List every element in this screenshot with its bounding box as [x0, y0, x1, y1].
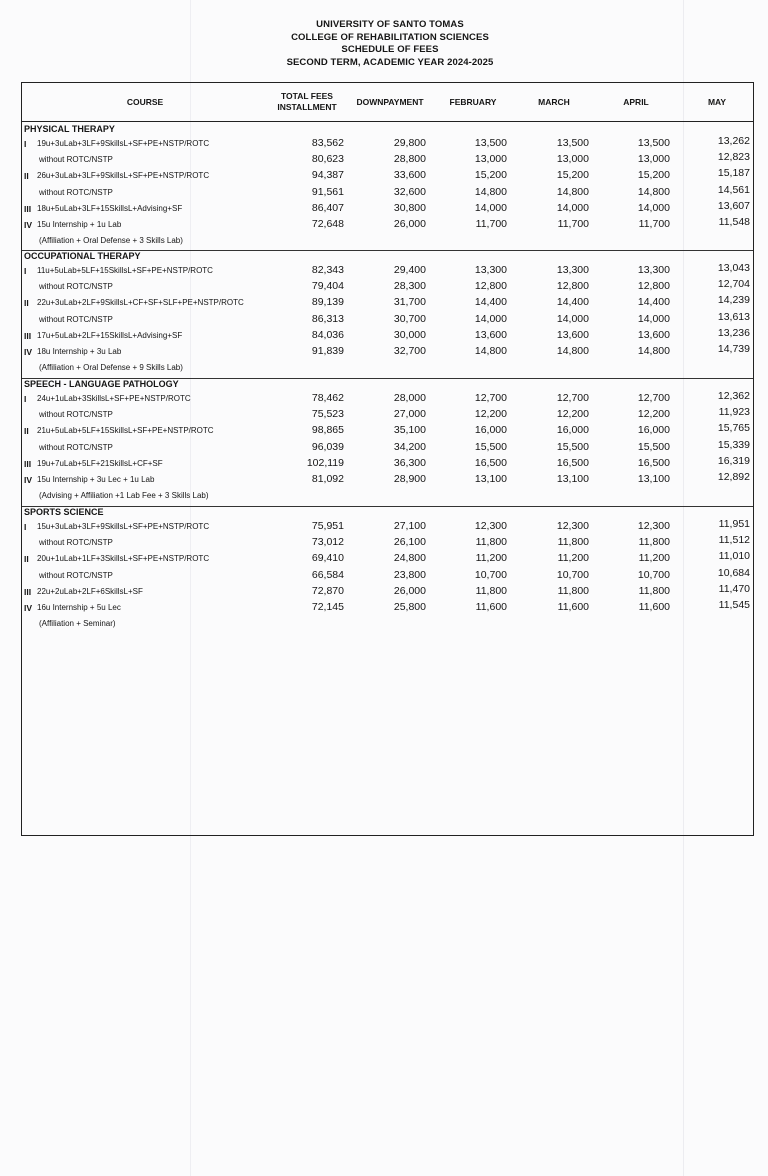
downpayment-value: 25,800 — [393, 601, 426, 613]
may-value: 11,470 — [718, 582, 750, 595]
course-description: 21u+5uLab+5LF+15SkillsL+SF+PE+NSTP/ROTC — [37, 426, 214, 436]
term-label: SECOND TERM, ACADEMIC YEAR 2024-2025 — [286, 56, 494, 68]
total-fees-value: 86,313 — [311, 312, 344, 325]
fee-row — [22, 568, 753, 584]
april-value: 13,100 — [637, 473, 670, 485]
february-value: 12,300 — [474, 520, 507, 532]
april-value: 11,600 — [638, 601, 670, 613]
february-value: 15,500 — [474, 440, 507, 453]
february-value: 14,000 — [474, 201, 507, 214]
march-value: 13,500 — [556, 137, 589, 149]
april-value: 14,000 — [637, 312, 670, 325]
april-value: 16,000 — [637, 424, 670, 437]
fee-row — [22, 217, 753, 233]
year-level: II — [24, 171, 29, 182]
april-value: 14,800 — [637, 345, 670, 357]
may-value: 14,739 — [717, 343, 750, 355]
section-divider — [22, 506, 753, 507]
course-description: without ROTC/NSTP — [39, 187, 113, 197]
march-value: 14,000 — [556, 312, 589, 325]
march-value: 12,200 — [556, 408, 589, 421]
downpayment-value: 26,000 — [393, 218, 426, 230]
march-value: 12,300 — [556, 520, 589, 532]
february-value: 11,700 — [475, 218, 507, 230]
february-value: 11,200 — [475, 552, 507, 565]
may-value: 13,043 — [717, 262, 750, 274]
total-fees-value: 83,562 — [311, 137, 344, 149]
march-value: 12,800 — [556, 280, 589, 293]
march-value: 15,500 — [556, 440, 589, 453]
downpayment-value: 34,200 — [393, 440, 426, 453]
may-value: 13,236 — [717, 326, 750, 339]
col-header-march: MARCH — [538, 96, 570, 107]
college-name: COLLEGE OF REHABILITATION SCIENCES — [291, 31, 489, 43]
course-description: without ROTC/NSTP — [39, 282, 113, 292]
total-fees-value: 86,407 — [311, 201, 344, 214]
fee-row — [22, 295, 753, 311]
fee-row — [22, 233, 753, 249]
march-value: 11,700 — [557, 218, 589, 230]
may-value: 11,010 — [718, 550, 750, 563]
year-level: I — [24, 394, 27, 404]
march-value: 13,000 — [556, 153, 589, 166]
section-title: OCCUPATIONAL THERAPY — [24, 251, 141, 261]
downpayment-value: 28,900 — [393, 473, 426, 485]
may-value: 12,892 — [717, 471, 750, 483]
february-value: 12,800 — [474, 280, 507, 293]
course-description: 18u+5uLab+3LF+15SkillsL+Advising+SF — [37, 203, 183, 213]
february-value: 11,600 — [475, 601, 507, 613]
downpayment-value: 28,000 — [393, 392, 426, 404]
course-description: 15u+3uLab+3LF+9SkillsL+SF+PE+NSTP/ROTC — [37, 522, 210, 531]
fee-row — [22, 407, 753, 423]
course-description: 26u+3uLab+3LF+9SkillsL+SF+PE+NSTP/ROTC — [37, 171, 210, 181]
total-fees-value: 78,462 — [311, 392, 344, 404]
downpayment-value: 26,000 — [393, 584, 426, 597]
april-value: 12,700 — [637, 392, 670, 404]
total-fees-value: 81,092 — [311, 473, 344, 485]
downpayment-value: 28,800 — [393, 153, 426, 166]
total-fees-value: 102,119 — [306, 456, 344, 469]
february-value: 14,000 — [474, 312, 507, 325]
march-value: 13,600 — [556, 328, 589, 341]
downpayment-value: 29,800 — [393, 137, 426, 149]
fee-row — [22, 328, 753, 344]
march-value: 13,300 — [556, 264, 589, 276]
col-header-total-line2: INSTALLMENT — [277, 102, 337, 112]
february-value: 16,500 — [474, 456, 507, 469]
course-description: 19u+3uLab+3LF+9SkillsL+SF+PE+NSTP/ROTC — [37, 139, 210, 148]
course-description: 20u+1uLab+1LF+3SkillsL+SF+PE+NSTP/ROTC — [37, 554, 210, 564]
total-fees-value: 73,012 — [311, 536, 344, 549]
section-title: SPORTS SCIENCE — [24, 507, 104, 517]
col-header-total-fees — [268, 83, 346, 121]
april-value: 13,000 — [637, 153, 670, 166]
downpayment-value: 32,600 — [393, 185, 426, 198]
total-fees-value: 69,410 — [311, 552, 344, 565]
march-value: 11,800 — [557, 536, 589, 549]
year-level: IV — [24, 603, 33, 613]
total-fees-value: 96,039 — [311, 440, 344, 453]
downpayment-value: 29,400 — [393, 264, 426, 276]
year-level: III — [24, 586, 32, 597]
february-value: 13,500 — [474, 137, 507, 149]
course-description: 11u+5uLab+5LF+15SkillsL+SF+PE+NSTP/ROTC — [37, 266, 213, 275]
document-title: SCHEDULE OF FEES — [341, 44, 439, 55]
february-value: 15,200 — [474, 169, 507, 182]
april-value: 13,500 — [637, 137, 670, 149]
february-value: 12,200 — [474, 408, 507, 421]
downpayment-value: 32,700 — [393, 345, 426, 357]
march-value: 14,800 — [556, 345, 589, 357]
april-value: 14,800 — [637, 185, 670, 198]
course-description: 15u Internship + 3u Lec + 1u Lab — [37, 475, 155, 484]
fee-row — [22, 263, 753, 279]
course-description: without ROTC/NSTP — [39, 155, 113, 165]
april-value: 13,600 — [637, 328, 670, 341]
total-fees-value: 98,865 — [311, 424, 344, 437]
may-value: 12,823 — [717, 151, 750, 164]
may-value: 14,239 — [717, 294, 750, 307]
year-level: II — [24, 298, 29, 309]
march-value: 13,100 — [556, 473, 589, 485]
fee-row — [22, 391, 753, 407]
may-value: 11,548 — [718, 216, 750, 228]
fee-row — [22, 168, 753, 184]
april-value: 10,700 — [637, 568, 670, 581]
april-value: 12,800 — [637, 280, 670, 293]
february-value: 16,000 — [474, 424, 507, 437]
course-description: 17u+5uLab+2LF+15SkillsL+Advising+SF — [37, 330, 183, 340]
may-value: 13,262 — [717, 135, 750, 147]
april-value: 11,700 — [638, 218, 670, 230]
fee-row — [22, 456, 753, 472]
total-fees-value: 72,648 — [311, 218, 344, 230]
course-description: (Affiliation + Seminar) — [39, 619, 116, 629]
april-value: 11,800 — [638, 584, 670, 597]
year-level: III — [24, 330, 32, 341]
col-header-total-line1: TOTAL FEES — [281, 91, 333, 101]
header-divider — [22, 121, 753, 122]
fee-row — [22, 423, 753, 439]
april-value: 12,200 — [637, 408, 670, 421]
march-value: 10,700 — [556, 568, 589, 581]
course-description: 22u+2uLab+2LF+6SkillsL+SF — [37, 586, 143, 596]
february-value: 12,700 — [474, 392, 507, 404]
col-header-course: COURSE — [126, 96, 164, 107]
february-value: 11,800 — [475, 584, 507, 597]
downpayment-value: 30,800 — [393, 201, 426, 214]
fee-row — [22, 584, 753, 600]
fee-row — [22, 136, 753, 152]
may-value: 11,923 — [718, 406, 750, 419]
course-description: 24u+1uLab+3SkillsL+SF+PE+NSTP/ROTC — [37, 394, 191, 403]
february-value: 13,100 — [474, 473, 507, 485]
may-value: 12,704 — [717, 278, 750, 291]
april-value: 11,200 — [638, 552, 670, 565]
fee-row — [22, 616, 753, 632]
downpayment-value: 28,300 — [393, 280, 426, 293]
total-fees-value: 94,387 — [311, 169, 344, 182]
year-level: I — [24, 139, 27, 149]
february-value: 13,000 — [474, 153, 507, 166]
year-level: IV — [24, 347, 33, 357]
april-value: 16,500 — [637, 456, 670, 469]
march-value: 16,500 — [556, 456, 589, 469]
april-value: 15,200 — [637, 169, 670, 182]
course-description: without ROTC/NSTP — [39, 314, 113, 324]
course-description: without ROTC/NSTP — [39, 538, 113, 548]
course-description: (Affiliation + Oral Defense + 3 Skills Lab) — [39, 236, 183, 246]
march-value: 11,600 — [557, 601, 589, 613]
fee-row — [22, 472, 753, 488]
may-value: 14,561 — [717, 183, 750, 196]
total-fees-value: 75,951 — [311, 520, 344, 532]
downpayment-value: 23,800 — [393, 568, 426, 581]
march-value: 11,800 — [557, 584, 589, 597]
total-fees-value: 80,623 — [311, 153, 344, 166]
may-value: 11,545 — [718, 599, 750, 611]
course-description: without ROTC/NSTP — [39, 570, 113, 580]
fees-table — [21, 82, 754, 836]
downpayment-value: 27,100 — [393, 520, 426, 532]
may-value: 13,613 — [717, 310, 750, 323]
section-title: SPEECH - LANGUAGE PATHOLOGY — [24, 379, 179, 389]
fee-row — [22, 519, 753, 535]
total-fees-value: 75,523 — [311, 408, 344, 421]
february-value: 14,800 — [474, 345, 507, 357]
fee-row — [22, 312, 753, 328]
fee-row — [22, 279, 753, 295]
course-description: (Advising + Affiliation +1 Lab Fee + 3 Skills Lab) — [39, 491, 209, 501]
downpayment-value: 30,700 — [393, 312, 426, 325]
fee-row — [22, 535, 753, 551]
february-value: 13,600 — [474, 328, 507, 341]
downpayment-value: 26,100 — [393, 536, 426, 549]
fee-row — [22, 152, 753, 168]
april-value: 11,800 — [638, 536, 670, 549]
march-value: 14,800 — [556, 185, 589, 198]
course-description: without ROTC/NSTP — [39, 442, 113, 452]
may-value: 10,684 — [717, 566, 750, 579]
may-value: 12,362 — [717, 390, 750, 402]
total-fees-value: 89,139 — [311, 296, 344, 309]
total-fees-value: 84,036 — [311, 328, 344, 341]
total-fees-value: 91,561 — [311, 185, 344, 198]
fee-row — [22, 360, 753, 376]
may-value: 15,187 — [717, 167, 750, 180]
may-value: 16,319 — [717, 454, 750, 467]
total-fees-value: 82,343 — [311, 264, 344, 276]
february-value: 13,300 — [474, 264, 507, 276]
total-fees-value: 72,870 — [311, 584, 344, 597]
downpayment-value: 36,300 — [393, 456, 426, 469]
university-name: UNIVERSITY OF SANTO TOMAS — [316, 19, 464, 30]
downpayment-value: 31,700 — [393, 296, 426, 309]
year-level: IV — [24, 475, 33, 485]
section-title: PHYSICAL THERAPY — [24, 124, 115, 134]
course-description: 19u+7uLab+5LF+21SkillsL+CF+SF — [37, 458, 163, 468]
downpayment-value: 35,100 — [393, 424, 426, 437]
march-value: 11,200 — [557, 552, 589, 565]
april-value: 14,000 — [637, 201, 670, 214]
total-fees-value: 72,145 — [311, 601, 344, 613]
february-value: 11,800 — [475, 536, 507, 549]
march-value: 15,200 — [556, 169, 589, 182]
col-header-downpayment: DOWNPAYMENT — [356, 96, 424, 107]
course-description: 22u+3uLab+2LF+9SkillsL+CF+SF+SLF+PE+NSTP/ROTC — [37, 298, 244, 308]
col-header-may: MAY — [707, 96, 727, 107]
fee-row — [22, 551, 753, 567]
april-value: 15,500 — [637, 440, 670, 453]
february-value: 14,800 — [474, 185, 507, 198]
april-value: 14,400 — [637, 296, 670, 309]
march-value: 14,000 — [556, 201, 589, 214]
total-fees-value: 91,839 — [311, 345, 344, 357]
col-header-february: FEBRUARY — [449, 96, 497, 107]
may-value: 11,951 — [718, 518, 750, 530]
year-level: IV — [24, 220, 33, 230]
downpayment-value: 24,800 — [393, 552, 426, 565]
february-value: 10,700 — [474, 568, 507, 581]
downpayment-value: 33,600 — [393, 169, 426, 182]
may-value: 15,765 — [717, 422, 750, 435]
fee-row — [22, 440, 753, 456]
total-fees-value: 79,404 — [311, 280, 344, 293]
fee-row — [22, 600, 753, 616]
march-value: 16,000 — [556, 424, 589, 437]
course-description: 18u Internship + 3u Lab — [37, 347, 122, 356]
year-level: I — [24, 522, 27, 532]
february-value: 14,400 — [474, 296, 507, 309]
document-header — [0, 19, 768, 69]
fee-row — [22, 488, 753, 504]
may-value: 15,339 — [717, 438, 750, 451]
course-description: (Affiliation + Oral Defense + 9 Skills Lab) — [39, 363, 183, 373]
course-description: 16u Internship + 5u Lec — [37, 603, 121, 612]
april-value: 12,300 — [637, 520, 670, 532]
course-description: without ROTC/NSTP — [39, 410, 113, 420]
total-fees-value: 66,584 — [311, 568, 344, 581]
course-description: 15u Internship + 1u Lab — [37, 220, 122, 229]
fee-row — [22, 344, 753, 360]
year-level: II — [24, 426, 29, 437]
year-level: III — [24, 203, 32, 214]
downpayment-value: 27,000 — [393, 408, 426, 421]
year-level: II — [24, 554, 29, 565]
year-level: III — [24, 458, 32, 469]
march-value: 14,400 — [556, 296, 589, 309]
year-level: I — [24, 266, 27, 276]
march-value: 12,700 — [556, 392, 589, 404]
fee-row — [22, 185, 753, 201]
col-header-april: APRIL — [623, 96, 649, 107]
april-value: 13,300 — [637, 264, 670, 276]
may-value: 13,607 — [717, 199, 750, 212]
downpayment-value: 30,000 — [393, 328, 426, 341]
fee-row — [22, 201, 753, 217]
may-value: 11,512 — [718, 534, 750, 547]
